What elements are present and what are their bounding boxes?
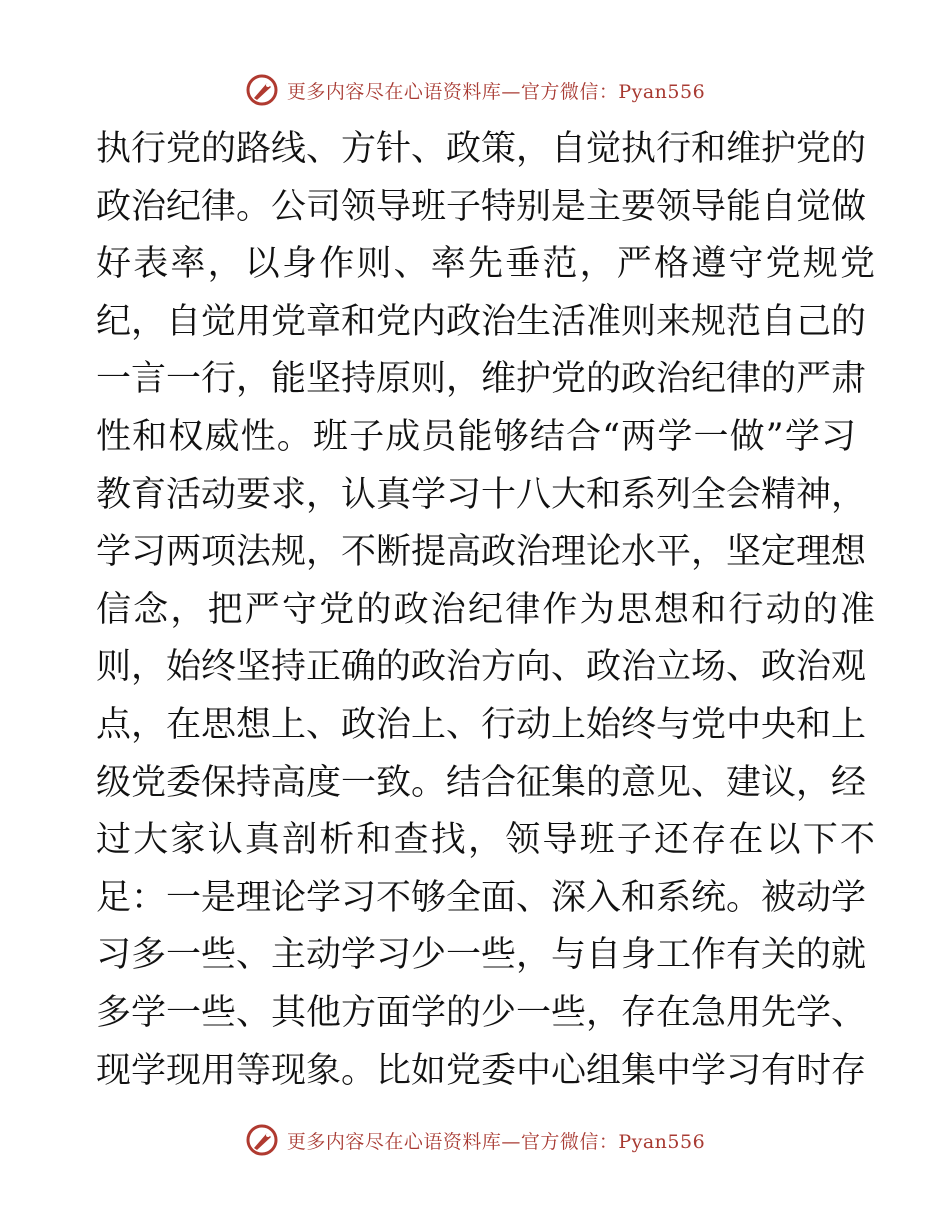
text-line: 习多一些、主动学习少一些，与自身工作有关的就 (96, 935, 867, 976)
text-line: 执行党的路线、方针、政策，自觉执行和维护党的 (96, 129, 867, 169)
footer-banner-text: 更多内容尽在心语资料库—官方微信：Pyan556 (286, 1130, 706, 1153)
text-line: 过大家认真剖析和查找，领导班子还存在以下不 (96, 820, 878, 861)
text-line: 级党委保持高度一致。结合征集的意见、建议，经 (96, 762, 867, 803)
text-line: 性和权威性。班子成员能够结合“两学一做”学习 (96, 416, 856, 457)
text-line: 教育活动要求，认真学习十八大和系列全会精神， (96, 474, 867, 515)
text-line: 则，始终坚持正确的政治方向、政治立场、政治观 (96, 647, 867, 688)
text-line: 政治纪律。公司领导班子特别是主要领导能自觉做 (96, 186, 867, 227)
text-line: 一言一行，能坚持原则，维护党的政治纪律的严肃 (96, 359, 867, 400)
text-line: 多学一些、其他方面学的少一些，存在急用先学、 (96, 992, 867, 1033)
header-banner (0, 72, 950, 108)
footer-banner (0, 1122, 950, 1158)
document-body (96, 121, 878, 1100)
pen-nib-logo-icon (245, 73, 279, 107)
pen-nib-logo-icon (245, 1123, 279, 1157)
header-banner-text: 更多内容尽在心语资料库—官方微信：Pyan556 (286, 80, 706, 103)
text-line: 现学现用等现象。比如党委中心组集中学习有时存 (96, 1050, 867, 1091)
text-line: 纪，自觉用党章和党内政治生活准则来规范自己的 (96, 301, 867, 342)
text-line: 信念，把严守党的政治纪律作为思想和行动的准 (96, 589, 878, 630)
text-line: 好表率，以身作则、率先垂范，严格遵守党规党 (96, 244, 878, 285)
text-line: 学习两项法规，不断提高政治理论水平，坚定理想 (96, 532, 867, 573)
text-line: 点，在思想上、政治上、行动上始终与党中央和上 (96, 704, 867, 745)
text-line: 足：一是理论学习不够全面、深入和系统。被动学 (96, 877, 867, 918)
